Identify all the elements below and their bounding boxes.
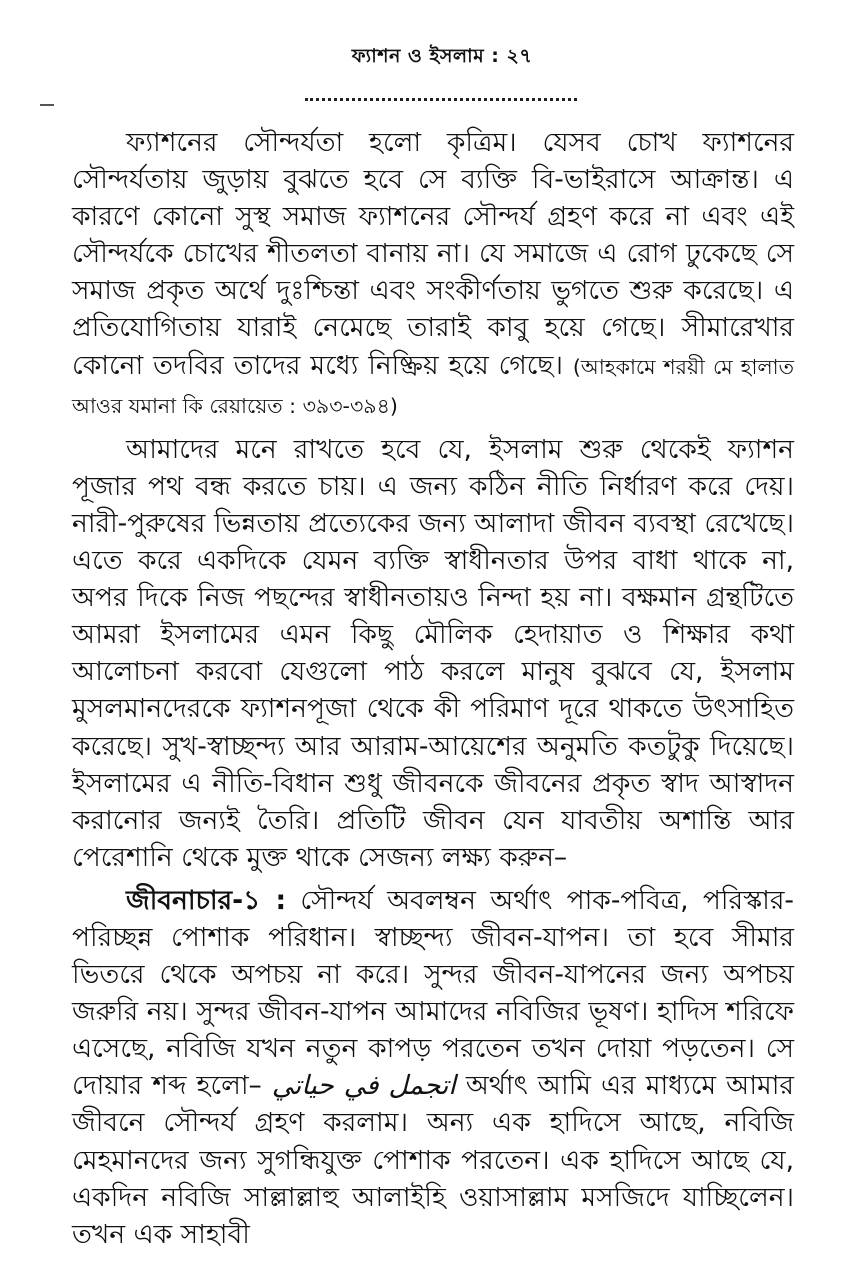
body-text — [72, 124, 794, 1253]
paragraph-1-text: ফ্যাশনের সৌন্দর্যতা হলো কৃত্রিম। যেসব চোখ ফ্যাশনের সৌন্দর্যতায় জুড়ায় বুঝতে হবে সে ব্যক্তি বি-ভাইরাসে আক্রান্ত। এ কারণে কোনো সুস্থ সমাজ ফ্যাশনের সৌন্দর্য গ্রহণ করে না এবং এই সৌন্দর্যকে চোখের শীতলতা বানায় না। যে সমাজে এ রোগ ঢুকেছে সে সমাজ প্রকৃত অর্থে দুঃশ্চিন্তা এবং সংকীর্ণতায় ভুগতে শুরু করেছে। এ প্রতিযোগিতায় যারাই নেমেছে তারাই কাবু হয়ে গেছে। সীমারেখার কোনো তদবির তাদের মধ্যে নিষ্ক্রিয় হয়ে গেছে। — [72, 127, 794, 381]
paragraph-3 — [72, 882, 794, 1253]
paragraph-3-text-a: সৌন্দর্য অবলম্বন অর্থাৎ পাক-পবিত্র, পরিস্কার-পরিচ্ছন্ন পোশাক পরিধান। স্বাচ্ছন্দ্য জীবন-যাপন। তা হবে সীমার ভিতরে থেকে অপচয় না করে। সুন্দর জীবন-যাপনের জন্য অপচয় জরুরি নয়। সুন্দর জীবন-যাপন আমাদের নবিজির ভূষণ। হাদিস শরিফে এসেছে, নবিজি যখন নতুন কাপড় পরতেন তখন দোয়া পড়তেন। সে দোয়ার শব্দ হলো– — [72, 884, 794, 1102]
paragraph-2 — [72, 431, 794, 876]
paragraph-1 — [72, 124, 794, 425]
paragraph-2-text: আমাদের মনে রাখতে হবে যে, ইসলাম শুরু থেকেই ফ্যাশন পূজার পথ বন্ধ করতে চায়। এ জন্য কঠিন নীতি নির্ধারণ করে দেয়। নারী-পুরুষের ভিন্নতায় প্রত্যেকের জন্য আলাদা জীবন ব্যবস্থা রেখেছে। এতে করে একদিকে যেমন ব্যক্তি স্বাধীনতার উপর বাধা থাকে না, অপর দিকে নিজ পছন্দের স্বাধীনতায়ও নিন্দা হয় না। বক্ষমান গ্রন্থটিতে আমরা ইসলামের এমন কিছু মৌলিক হেদায়াত ও শিক্ষার কথা আলোচনা করবো যেগুলো পাঠ করলে মানুষ বুঝবে যে, ইসলাম মুসলমানদেরকে ফ্যাশনপূজা থেকে কী পরিমাণ দূরে থাকতে উৎসাহিত করেছে। সুখ-স্বাচ্ছন্দ্য আর আরাম-আয়েশের অনুমতি কতটুকু দিয়েছে। ইসলামের এ নীতি-বিধান শুধু জীবনকে জীবনের প্রকৃত স্বাদ আস্বাদন করানোর জন্যই তৈরি। প্রতিটি জীবন যেন যাবতীয় অশান্তি আর পেরেশানি থেকে মুক্ত থাকে সেজন্য লক্ষ্য করুন– — [72, 433, 794, 873]
paragraph-3-text-b: অর্থাৎ আমি এর মাধ্যমে আমার জীবনে সৌন্দর্য গ্রহণ করলাম। অন্য এক হাদিসে আছে, নবিজি মেহমানদের জন্য সুগন্ধিযুক্ত পোশাক পরতেন। এক হাদিসে আছে যে, একদিন নবিজি সাল্লাল্লাহু আলাইহি ওয়াসাল্লাম মসজিদে যাচ্ছিলেন। তখন এক সাহাবী — [72, 1070, 794, 1250]
arabic-dua: اتجمل في حياتي — [271, 1070, 456, 1102]
citation: (আহকামে শরয়ী মে হালাত আওর যমানা কি রেয়ায়েত : ৩৯৩-৩৯৪) — [72, 354, 794, 418]
section-lead-jibonachar-1: জীবনাচার-১ : — [126, 884, 287, 916]
running-head: ফ্যাশন ও ইসলাম : ২৭ — [351, 45, 533, 67]
header-dotted-rule — [305, 98, 577, 101]
margin-mark — [40, 104, 54, 106]
